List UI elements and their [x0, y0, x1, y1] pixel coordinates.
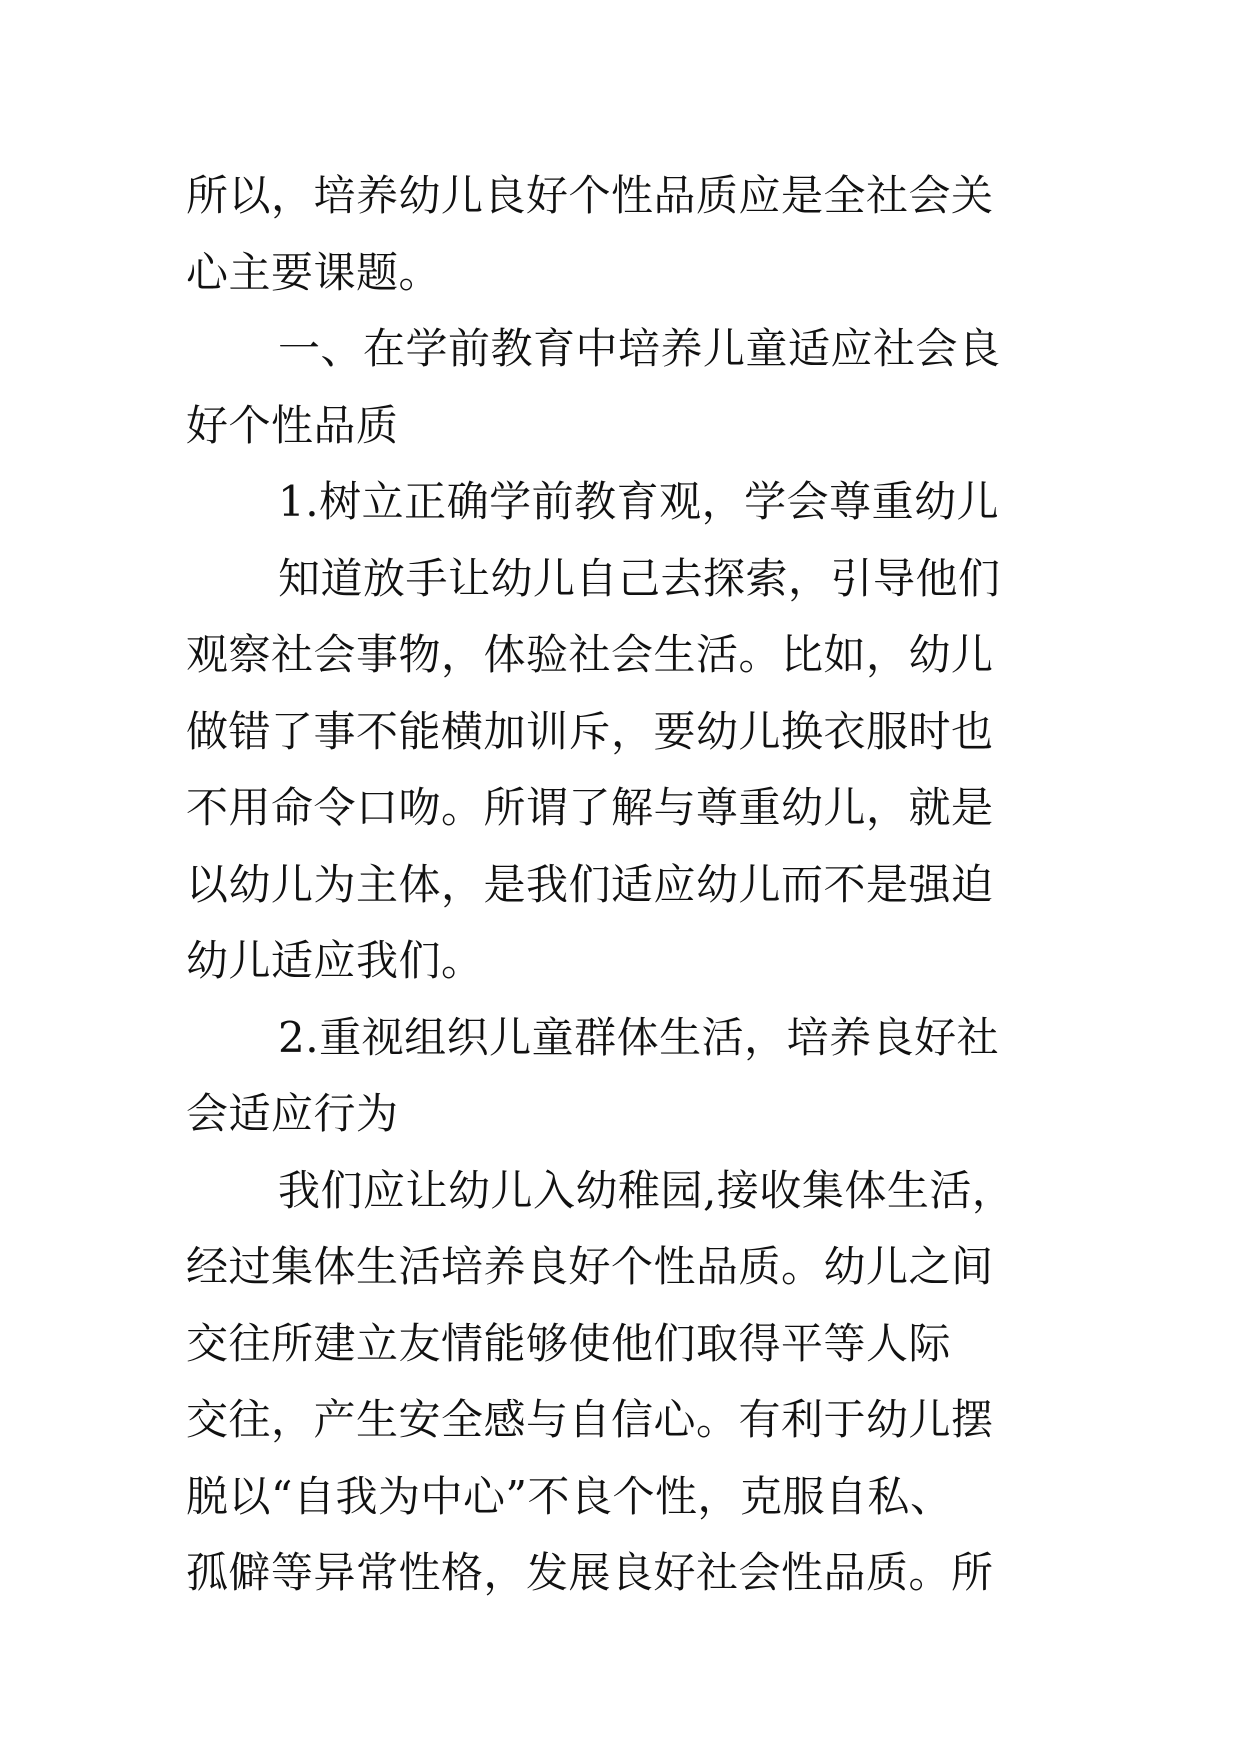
- text-line-16: 交往所建立友情能够使他们取得平等人际: [186, 1318, 952, 1368]
- text-line-1: 所以，培养幼儿良好个性品质应是全社会关: [186, 171, 994, 220]
- text-line-10: 以幼儿为主体，是我们适应幼儿而不是强迫: [186, 859, 994, 909]
- text-line-9: 不用命令口吻。所谓了解与尊重幼儿，就是: [186, 783, 994, 832]
- text-line-18: 脱以“自我为中心”不良个性，克服自私、: [186, 1471, 953, 1521]
- section-heading-1-cont: 好个性品质: [186, 400, 399, 450]
- text-line-15: 经过集体生活培养良好个性品质。幼儿之间: [186, 1242, 994, 1291]
- text-line-7: 观察社会事物，体验社会生活。比如，幼儿: [186, 630, 994, 679]
- text-line-6: 知道放手让幼儿自己去探索，引导他们: [278, 553, 1001, 603]
- body-text: [186, 158, 1066, 1612]
- subheading-1: 1.树立正确学前教育观，学会尊重幼儿: [278, 477, 1000, 526]
- text-line-17: 交往，产生安全感与自信心。有利于幼儿摆: [186, 1395, 994, 1444]
- section-heading-1: 一、在学前教育中培养儿童适应社会良: [278, 324, 1001, 373]
- subheading-2-cont: 会适应行为: [186, 1089, 399, 1138]
- text-line-14: 我们应让幼儿入幼稚园,接收集体生活，: [278, 1165, 1015, 1215]
- text-line-11: 幼儿适应我们。: [186, 936, 484, 985]
- subheading-2: 2.重视组织儿童群体生活，培养良好社: [278, 1012, 1000, 1062]
- text-line-8: 做错了事不能横加训斥，要幼儿换衣服时也: [186, 706, 994, 756]
- text-line-19: 孤僻等异常性格，发展良好社会性品质。所: [186, 1548, 994, 1597]
- text-line-2: 心主要课题。: [186, 247, 442, 297]
